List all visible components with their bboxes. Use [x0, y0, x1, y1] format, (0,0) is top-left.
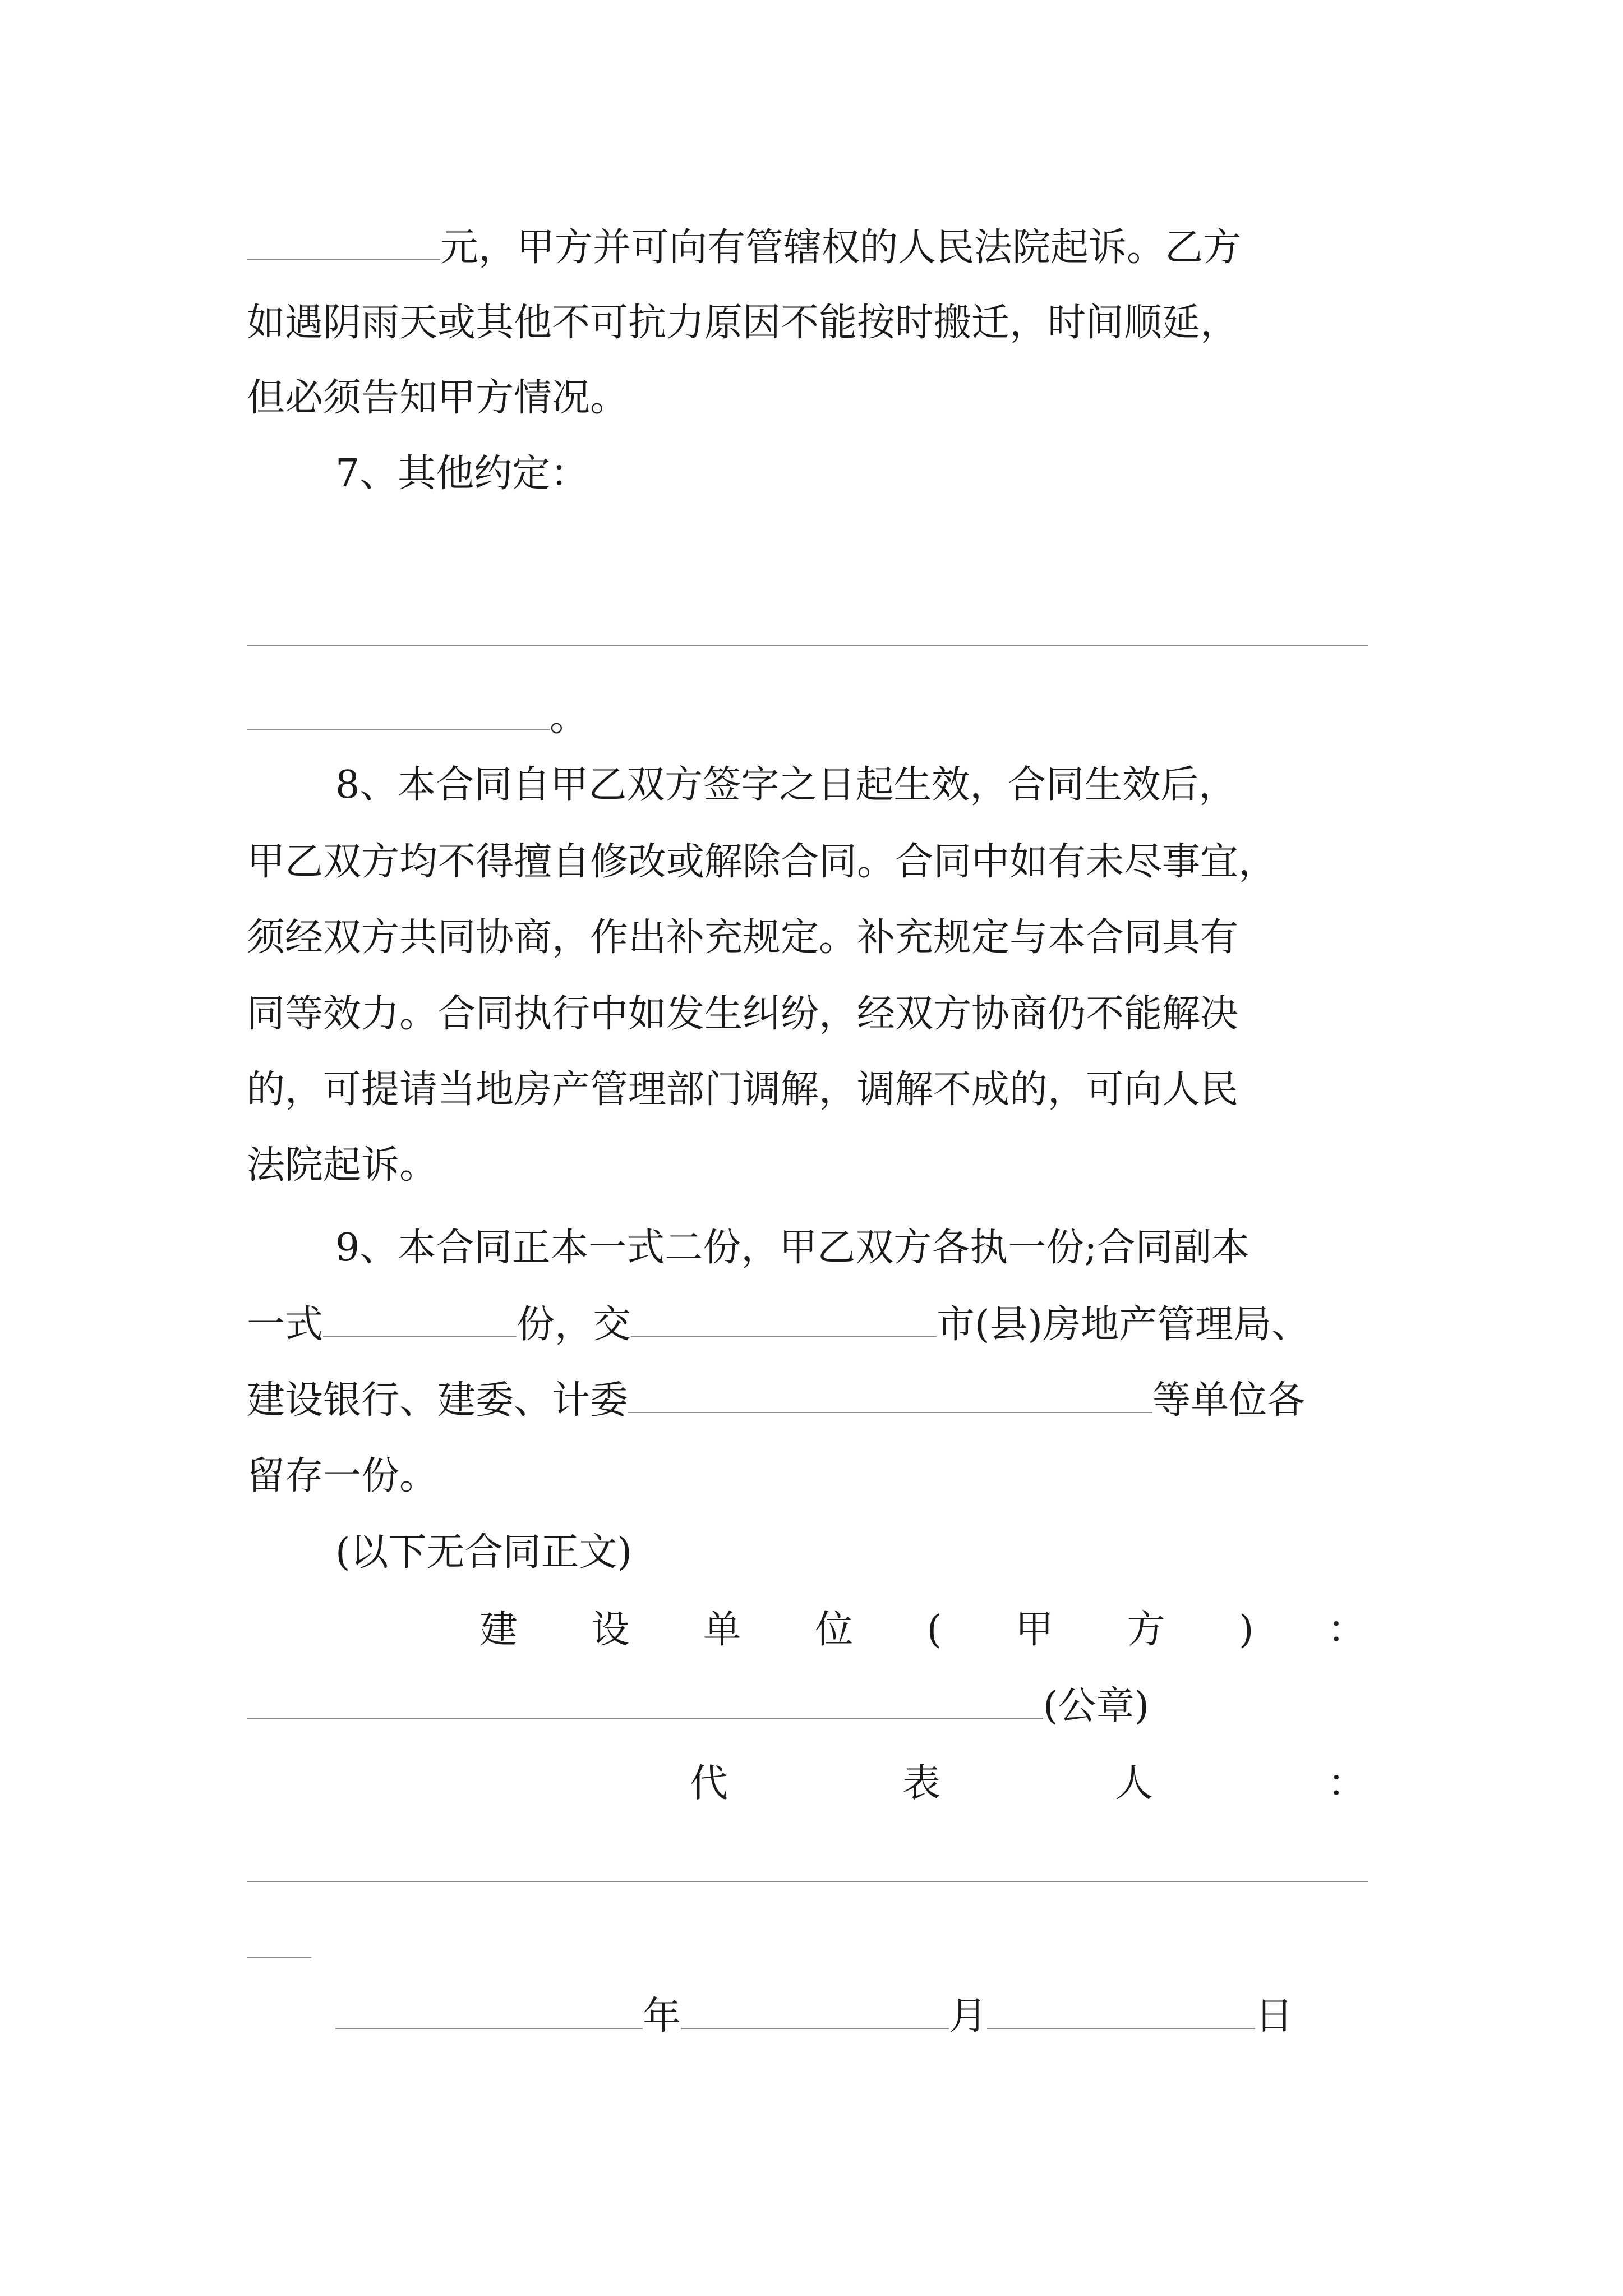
line-1 — [247, 219, 1241, 275]
copies-prefix: 一式 — [247, 1303, 324, 1347]
rep-char-3: 人 — [1114, 1761, 1153, 1806]
month-label: 月 — [949, 1994, 988, 2039]
units-list: 建设银行、建委、计委 — [247, 1378, 629, 1423]
clause-8-line-3: 须经双方共同协商，作出补充规定。补充规定与本合同具有 — [247, 915, 1239, 960]
official-seal-label: (公章) — [1043, 1684, 1150, 1728]
party-a-seal-line — [247, 1677, 1149, 1733]
month-blank — [681, 1987, 949, 2029]
other-terms-line-1 — [247, 645, 1368, 646]
party-a-signature-blank — [247, 1677, 1043, 1719]
party-a-signature-label — [479, 1602, 1366, 1658]
amount-blank — [247, 219, 440, 260]
year-label: 年 — [643, 1994, 681, 2039]
other-terms-blank — [247, 689, 550, 730]
representative-blank-line-1 — [247, 1881, 1368, 1882]
clause-8-line-4: 同等效力。合同执行中如发生纠纷，经双方协商仍不能解决 — [247, 992, 1239, 1036]
sig-a-char-7: 方 — [1127, 1608, 1165, 1652]
year-blank — [335, 1987, 643, 2029]
clause-9-line-3 — [247, 1372, 1305, 1428]
representative-blank-line-2 — [247, 1957, 311, 1958]
sig-a-char-2: 设 — [591, 1608, 630, 1652]
other-terms-end: 。 — [550, 696, 588, 740]
line-1-text: 元，甲方并可向有管辖权的人民法院起诉。乙方 — [440, 226, 1242, 270]
other-terms-line-2 — [247, 689, 588, 745]
rep-char-2: 表 — [902, 1761, 940, 1806]
sig-a-char-1: 建 — [479, 1608, 518, 1652]
clause-8-line-5: 的，可提请当地房产管理部门调解，调解不成的，可向人民 — [247, 1068, 1239, 1112]
no-more-text-note: (以下无合同正文) — [335, 1530, 633, 1575]
city-blank — [631, 1296, 937, 1337]
sig-a-char-4: 位 — [815, 1608, 854, 1652]
sig-a-char-8: ) — [1239, 1608, 1254, 1652]
clause-7-heading: 7、其他约定： — [335, 452, 589, 496]
representative-label — [690, 1756, 1366, 1812]
day-label: 日 — [1255, 1994, 1294, 2039]
sig-a-char-5: ( — [926, 1608, 942, 1652]
clause-9-line-4: 留存一份。 — [247, 1454, 438, 1498]
clause-8-line-2: 甲乙双方均不得擅自修改或解除合同。合同中如有未尽事宜， — [247, 840, 1277, 884]
rep-char-4: ： — [1327, 1761, 1366, 1806]
rep-char-1: 代 — [690, 1761, 728, 1806]
copies-bureau: 市(县)房地产管理局、 — [937, 1303, 1310, 1347]
copies-deliver: 份，交 — [517, 1303, 631, 1347]
clause-9-line-1: 9、本合同正本一式二份，甲乙双方各执一份;合同副本 — [335, 1226, 1250, 1270]
copies-count-blank — [323, 1296, 517, 1337]
sig-a-char-6: 甲 — [1015, 1608, 1054, 1652]
line-2: 如遇阴雨天或其他不可抗力原因不能按时搬迁，时间顺延， — [247, 301, 1239, 345]
date-line — [335, 1987, 1293, 2044]
units-suffix: 等单位各 — [1152, 1378, 1306, 1423]
clause-9-line-2 — [247, 1296, 1310, 1352]
sig-a-char-3: 单 — [703, 1608, 741, 1652]
clause-8-line-6: 法院起诉。 — [247, 1143, 438, 1188]
day-blank — [987, 1987, 1255, 2029]
sig-a-char-9: ： — [1327, 1608, 1366, 1652]
units-blank — [628, 1372, 1152, 1413]
line-3: 但必须告知甲方情况。 — [247, 376, 629, 420]
clause-8-line-1: 8、本合同自甲乙双方签字之日起生效，合同生效后， — [335, 763, 1237, 807]
